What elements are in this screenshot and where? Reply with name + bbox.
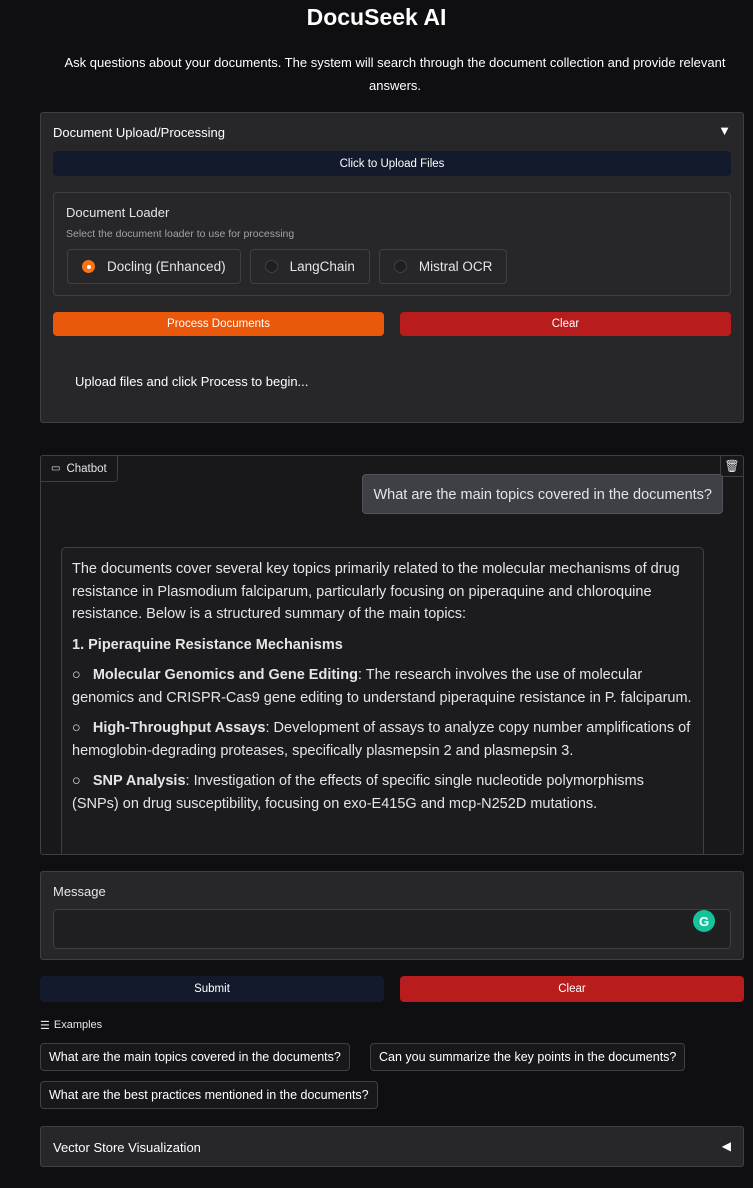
radio-label: LangChain xyxy=(289,259,355,274)
vector-store-title: Vector Store Visualization xyxy=(53,1140,201,1155)
answer-item: ○ Molecular Genomics and Gene Editing: The research involves the use of molecular genomics and CRISPR-Cas9 gene editing to understand piperaquine resistance in P. falciparum. xyxy=(72,667,692,706)
examples-label xyxy=(40,1019,102,1032)
answer-heading: 1. Piperaquine Resistance Mechanisms xyxy=(72,636,343,653)
loader-info: Select the document loader to use for processing xyxy=(66,228,295,240)
bot-message xyxy=(61,547,704,855)
radio-label: Mistral OCR xyxy=(418,259,493,274)
chatbot-label-text: Chatbot xyxy=(66,462,107,475)
clear-chat-button[interactable]: Clear xyxy=(400,976,744,1002)
radio-unselected-icon xyxy=(265,260,278,273)
message-label: Message xyxy=(53,884,106,899)
chat-icon: ▭ xyxy=(51,463,61,474)
clear-chat-trash-icon[interactable]: 🗑 xyxy=(720,455,744,477)
example-button[interactable]: What are the best practices mentioned in the documents? xyxy=(40,1081,378,1109)
examples-label-text: Examples xyxy=(53,1019,103,1031)
page-title: DocuSeek AI xyxy=(306,4,447,30)
upload-panel xyxy=(40,112,744,423)
upload-files-button[interactable]: Click to Upload Files xyxy=(53,151,731,176)
process-documents-button[interactable]: Process Documents xyxy=(53,312,384,336)
item-title: Molecular Genomics and Gene Editing xyxy=(92,667,358,683)
radio-docling[interactable] xyxy=(67,249,241,284)
radio-mistral-ocr[interactable] xyxy=(379,249,508,284)
list-icon: ☰ xyxy=(40,1020,50,1032)
radio-label: Docling (Enhanced) xyxy=(107,259,226,274)
item-text: : The research involves the use of molecular genomics and CRISPR-Cas9 gene editing to understand piperaquine resistance in P. falciparum. xyxy=(72,667,692,706)
item-text: : Investigation of the effects of specific single nucleotide polymorphisms (SNPs) on drug susceptibility, focusing on exo-E415G and mcp-N252D mutations. xyxy=(72,773,644,812)
radio-unselected-icon xyxy=(394,260,407,273)
loader-label: Document Loader xyxy=(66,205,170,220)
upload-panel-title[interactable]: Document Upload/Processing xyxy=(53,125,225,140)
chatbot-label xyxy=(40,455,118,482)
processing-status: Upload files and click Process to begin... xyxy=(75,374,309,389)
radio-selected-icon xyxy=(82,260,95,273)
document-loader-group xyxy=(53,192,731,296)
answer-item: ○ SNP Analysis: Investigation of the effects of specific single nucleotide polymorphisms (SNPs) on drug susceptibility, focusing on exo-E415G and mcp-N252D mutations. xyxy=(72,773,644,812)
clear-upload-button[interactable]: Clear xyxy=(400,312,731,336)
loader-options xyxy=(67,249,507,284)
submit-button[interactable]: Submit xyxy=(40,976,384,1002)
expand-toggle-icon[interactable]: ◀ xyxy=(721,1139,731,1153)
grammarly-icon[interactable]: G xyxy=(693,910,715,932)
message-input[interactable] xyxy=(53,909,731,949)
answer-intro: The documents cover several key topics primarily related to the molecular mechanisms of drug resistance in Plasmodium falciparum, particularly focusing on piperaquine and chloroquine resistance. Below is a structured summary of the main topics: xyxy=(72,561,680,622)
answer-item: ○ High-Throughput Assays: Development of assays to analyze copy number amplifications of hemoglobin-degrading proteases, specifically plasmepsin 2 and plasmepsin 3. xyxy=(72,720,691,759)
chatbot-panel xyxy=(40,455,744,855)
user-message: What are the main topics covered in the documents? xyxy=(362,474,723,514)
item-text: : Development of assays to analyze copy number amplifications of hemoglobin-degrading proteases, specifically plasmepsin 2 and plasmepsin 3. xyxy=(72,720,691,759)
item-title: High-Throughput Assays xyxy=(92,720,266,736)
item-title: SNP Analysis xyxy=(92,773,186,789)
vector-store-accordion[interactable] xyxy=(40,1126,744,1167)
radio-langchain[interactable] xyxy=(250,249,370,284)
example-button[interactable]: What are the main topics covered in the documents? xyxy=(40,1043,350,1071)
page-description: Ask questions about your documents. The system will search through the document collection and provide relevant answers. xyxy=(64,55,726,93)
example-button[interactable]: Can you summarize the key points in the documents? xyxy=(370,1043,685,1071)
message-panel xyxy=(40,871,744,960)
collapse-toggle-icon[interactable]: ▼ xyxy=(718,123,731,138)
